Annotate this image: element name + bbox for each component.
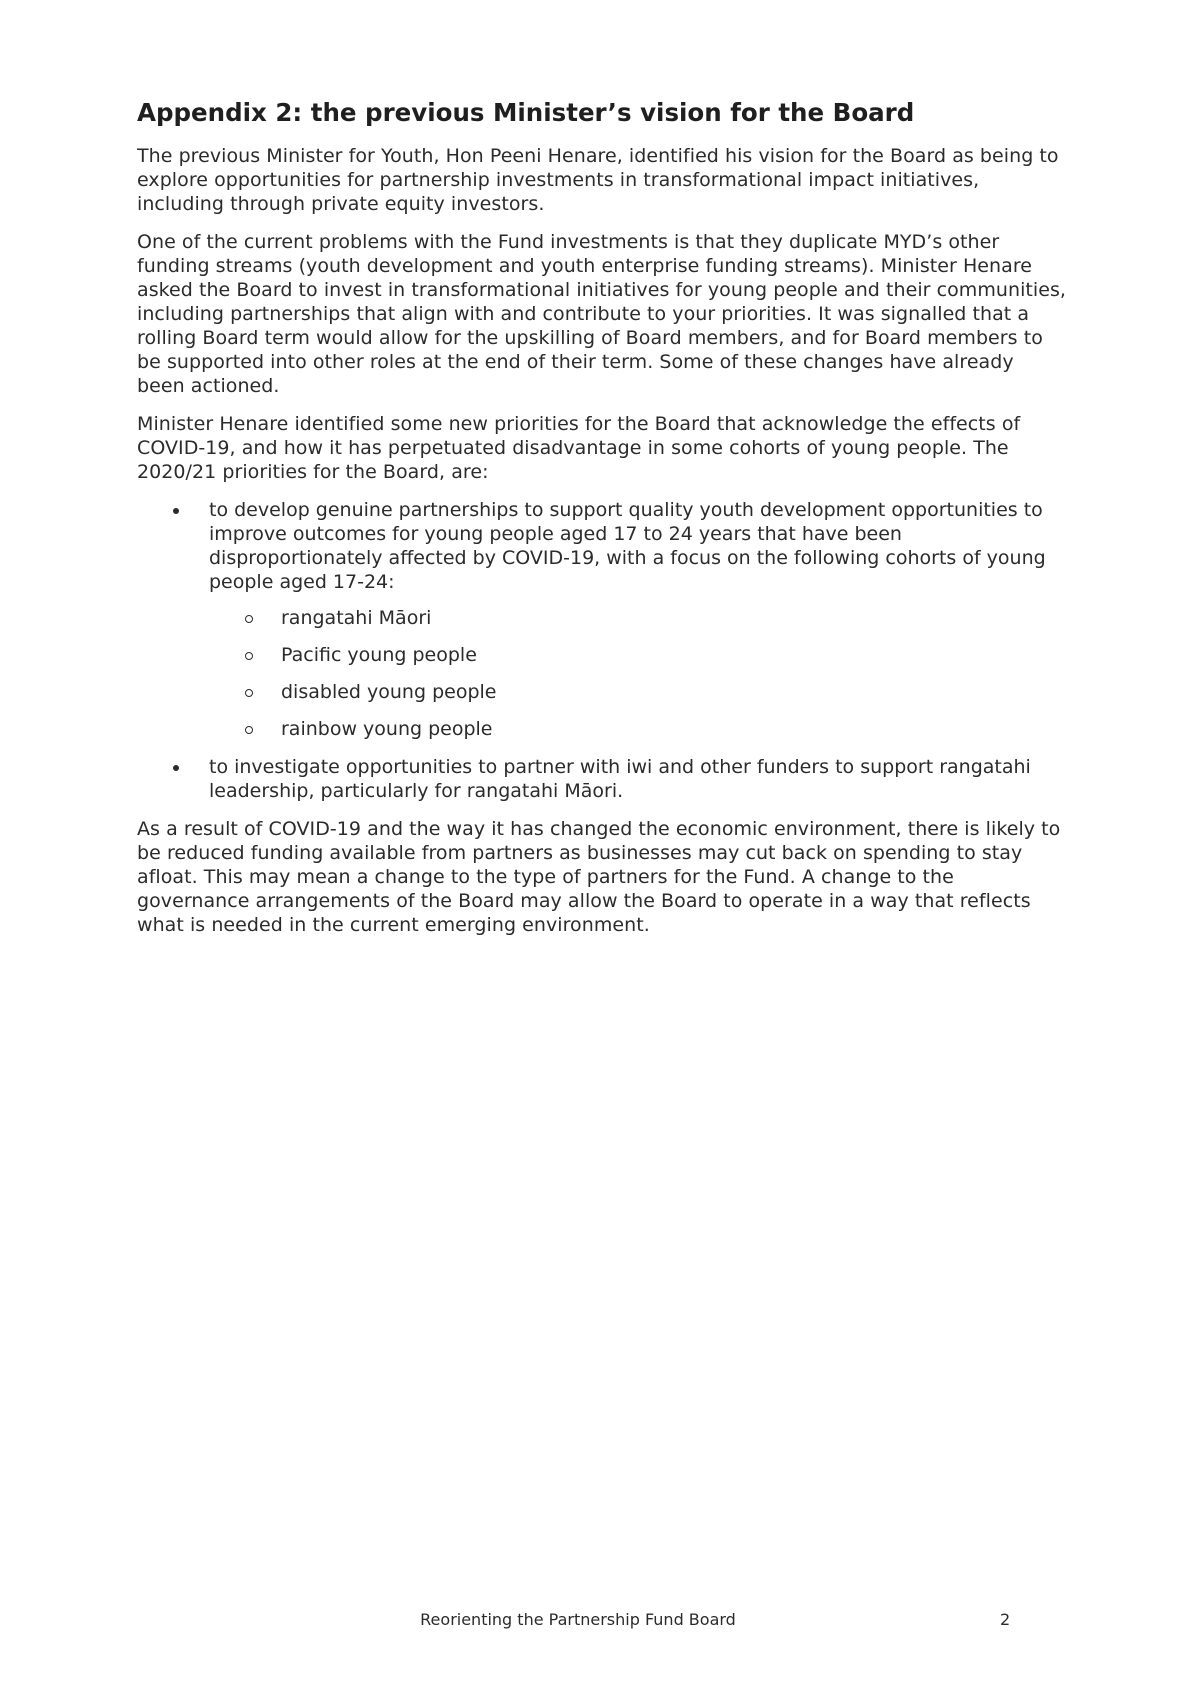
cohort-text: rangatahi Māori: [281, 607, 432, 629]
circle-bullet-icon: [245, 615, 253, 623]
paragraph-priorities-intro: Minister Henare identified some new priorities for the Board that acknowledge the effects of COVID-19, and how it has perpetuated disadvantage in some cohorts of young people. The 2020/21 priorities for the Board, are:: [137, 413, 1021, 483]
list-item: [137, 498, 1067, 741]
priority-text: to develop genuine partnerships to support quality youth development opportunities to improve outcomes for young people aged 17 to 24 years that have been disproportionately affected by COVID-19, with a focus on the following cohorts of young people aged 17-24:: [209, 499, 1046, 593]
circle-bullet-icon: [245, 726, 253, 734]
priorities-list: [137, 498, 1067, 803]
cohort-text: disabled young people: [281, 681, 497, 703]
cohorts-sublist: [209, 606, 1067, 741]
list-item: [209, 643, 1067, 667]
circle-bullet-icon: [245, 689, 253, 697]
list-item: [209, 680, 1067, 704]
bullet-icon: [173, 508, 179, 514]
circle-bullet-icon: [245, 652, 253, 660]
cohort-text: Pacific young people: [281, 644, 477, 666]
paragraph-vision: The previous Minister for Youth, Hon Peeni Henare, identified his vision for the Board as being to explore opportunities for partnership investments in transformational impact initiatives, including through private equity investors.: [137, 145, 1059, 215]
list-item: [209, 606, 1067, 630]
list-item: [209, 717, 1067, 741]
document-page: [137, 98, 1067, 951]
footer-title: Reorienting the Partnership Fund Board: [420, 1610, 736, 1629]
paragraph-closing: As a result of COVID-19 and the way it has changed the economic environment, there is likely to be reduced funding available from partners as businesses may cut back on spending to stay afloat. This may mean a change to the type of partners for the Fund. A change to the governance arrangements of the Board may allow the Board to operate in a way that reflects what is needed in the current emerging environment.: [137, 818, 1061, 936]
cohort-text: rainbow young people: [281, 718, 493, 740]
bullet-icon: [173, 765, 179, 771]
priority-text: to investigate opportunities to partner with iwi and other funders to support rangatahi leadership, particularly for rangatahi Māori.: [209, 756, 1031, 802]
appendix-heading: Appendix 2: the previous Minister’s vision for the Board: [137, 98, 915, 127]
list-item: [137, 755, 1067, 803]
page-number: 2: [1000, 1610, 1011, 1629]
paragraph-problems: One of the current problems with the Fund investments is that they duplicate MYD’s other funding streams (youth development and youth enterprise funding streams). Minister Henare asked the Board to invest in transformational initiatives for young people and their communities, including partnerships that align with and contribute to your priorities. It was signalled that a rolling Board term would allow for the upskilling of Board members, and for Board members to be supported into other roles at the end of their term. Some of these changes have already been actioned.: [137, 231, 1067, 397]
